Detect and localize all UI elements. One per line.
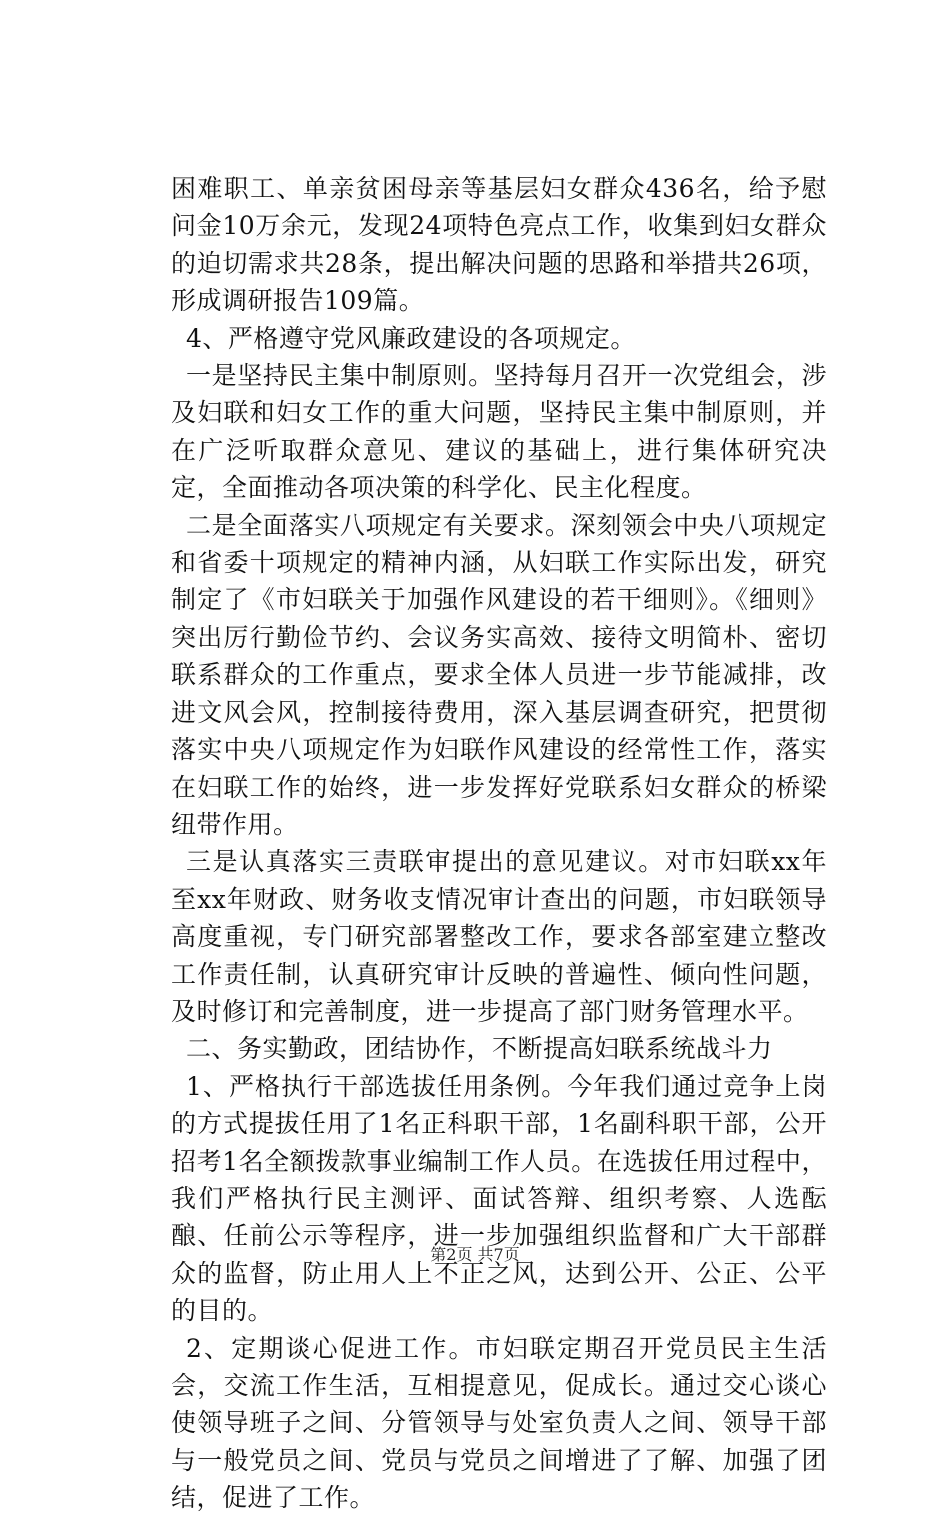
paragraph-item-1: 一是坚持民主集中制原则。坚持每月召开一次党组会，涉及妇联和妇女工作的重大问题，坚持民主集中制原则，并在广泛听取群众意见、建议的基础上，进行集体研究决定，全面推动各项决策的科学化、民主化程度。: [171, 361, 827, 503]
page-number-footer: 第2页 共7页: [430, 1245, 520, 1264]
paragraph-item-3: 三是认真落实三责联审提出的意见建议。对市妇联xx年至xx年财政、财务收支情况审计查出的问题，市妇联领导高度重视，专门研究部署整改工作，要求各部室建立整改工作责任制，认真研究审计反映的普遍性、倾向性问题，及时修订和完善制度，进一步提高了部门财务管理水平。: [171, 847, 827, 1026]
paragraph-subsection-2: 2、定期谈心促进工作。市妇联定期召开党员民主生活会，交流工作生活，互相提意见，促成长。通过交心谈心使领导班子之间、分管领导与处室负责人之间、领导干部与一般党员之间、党员与党员之间增进了了解、加强了团结，促进了工作。: [171, 1333, 827, 1513]
paragraph-subsection-1: 1、严格执行干部选拔任用条例。今年我们通过竞争上岗的方式提拔任用了1名正科职干部，1名副科职干部，公开招考1名全额拨款事业编制工作人员。在选拔任用过程中，我们严格执行民主测评、面试答辩、组织考察、人选酝酿、任前公示等程序，进一步加强组织监督和广大干部群众的监督，防止用人上不正之风，达到公开、公正、公平的目的。: [171, 1071, 827, 1326]
paragraph-item-2: 二是全面落实八项规定有关要求。深刻领会中央八项规定和省委十项规定的精神内涵，从妇联工作实际出发，研究制定了《市妇联关于加强作风建设的若干细则》。《细则》突出厉行勤俭节约、会议务实高效、接待文明简朴、密切联系群众的工作重点，要求全体人员进一步节能减排，改进文风会风，控制接待费用，深入基层调查研究，把贯彻落实中央八项规定作为妇联作风建设的经常性工作，落实在妇联工作的始终，进一步发挥好党联系妇女群众的桥梁纽带作用。: [171, 510, 827, 839]
section-heading-2: 二、务实勤政，团结协作，不断提高妇联系统战斗力: [186, 1034, 773, 1064]
document-body: [171, 170, 827, 1517]
paragraph-continued: 困难职工、单亲贫困母亲等基层妇女群众436名，给予慰问金10万余元，发现24项特色亮点工作，收集到妇女群众的迫切需求共28条，提出解决问题的思路和举措共26项，形成调研报告109篇。: [171, 174, 827, 316]
paragraph-heading-4: 4、严格遵守党风廉政建设的各项规定。: [186, 323, 636, 353]
